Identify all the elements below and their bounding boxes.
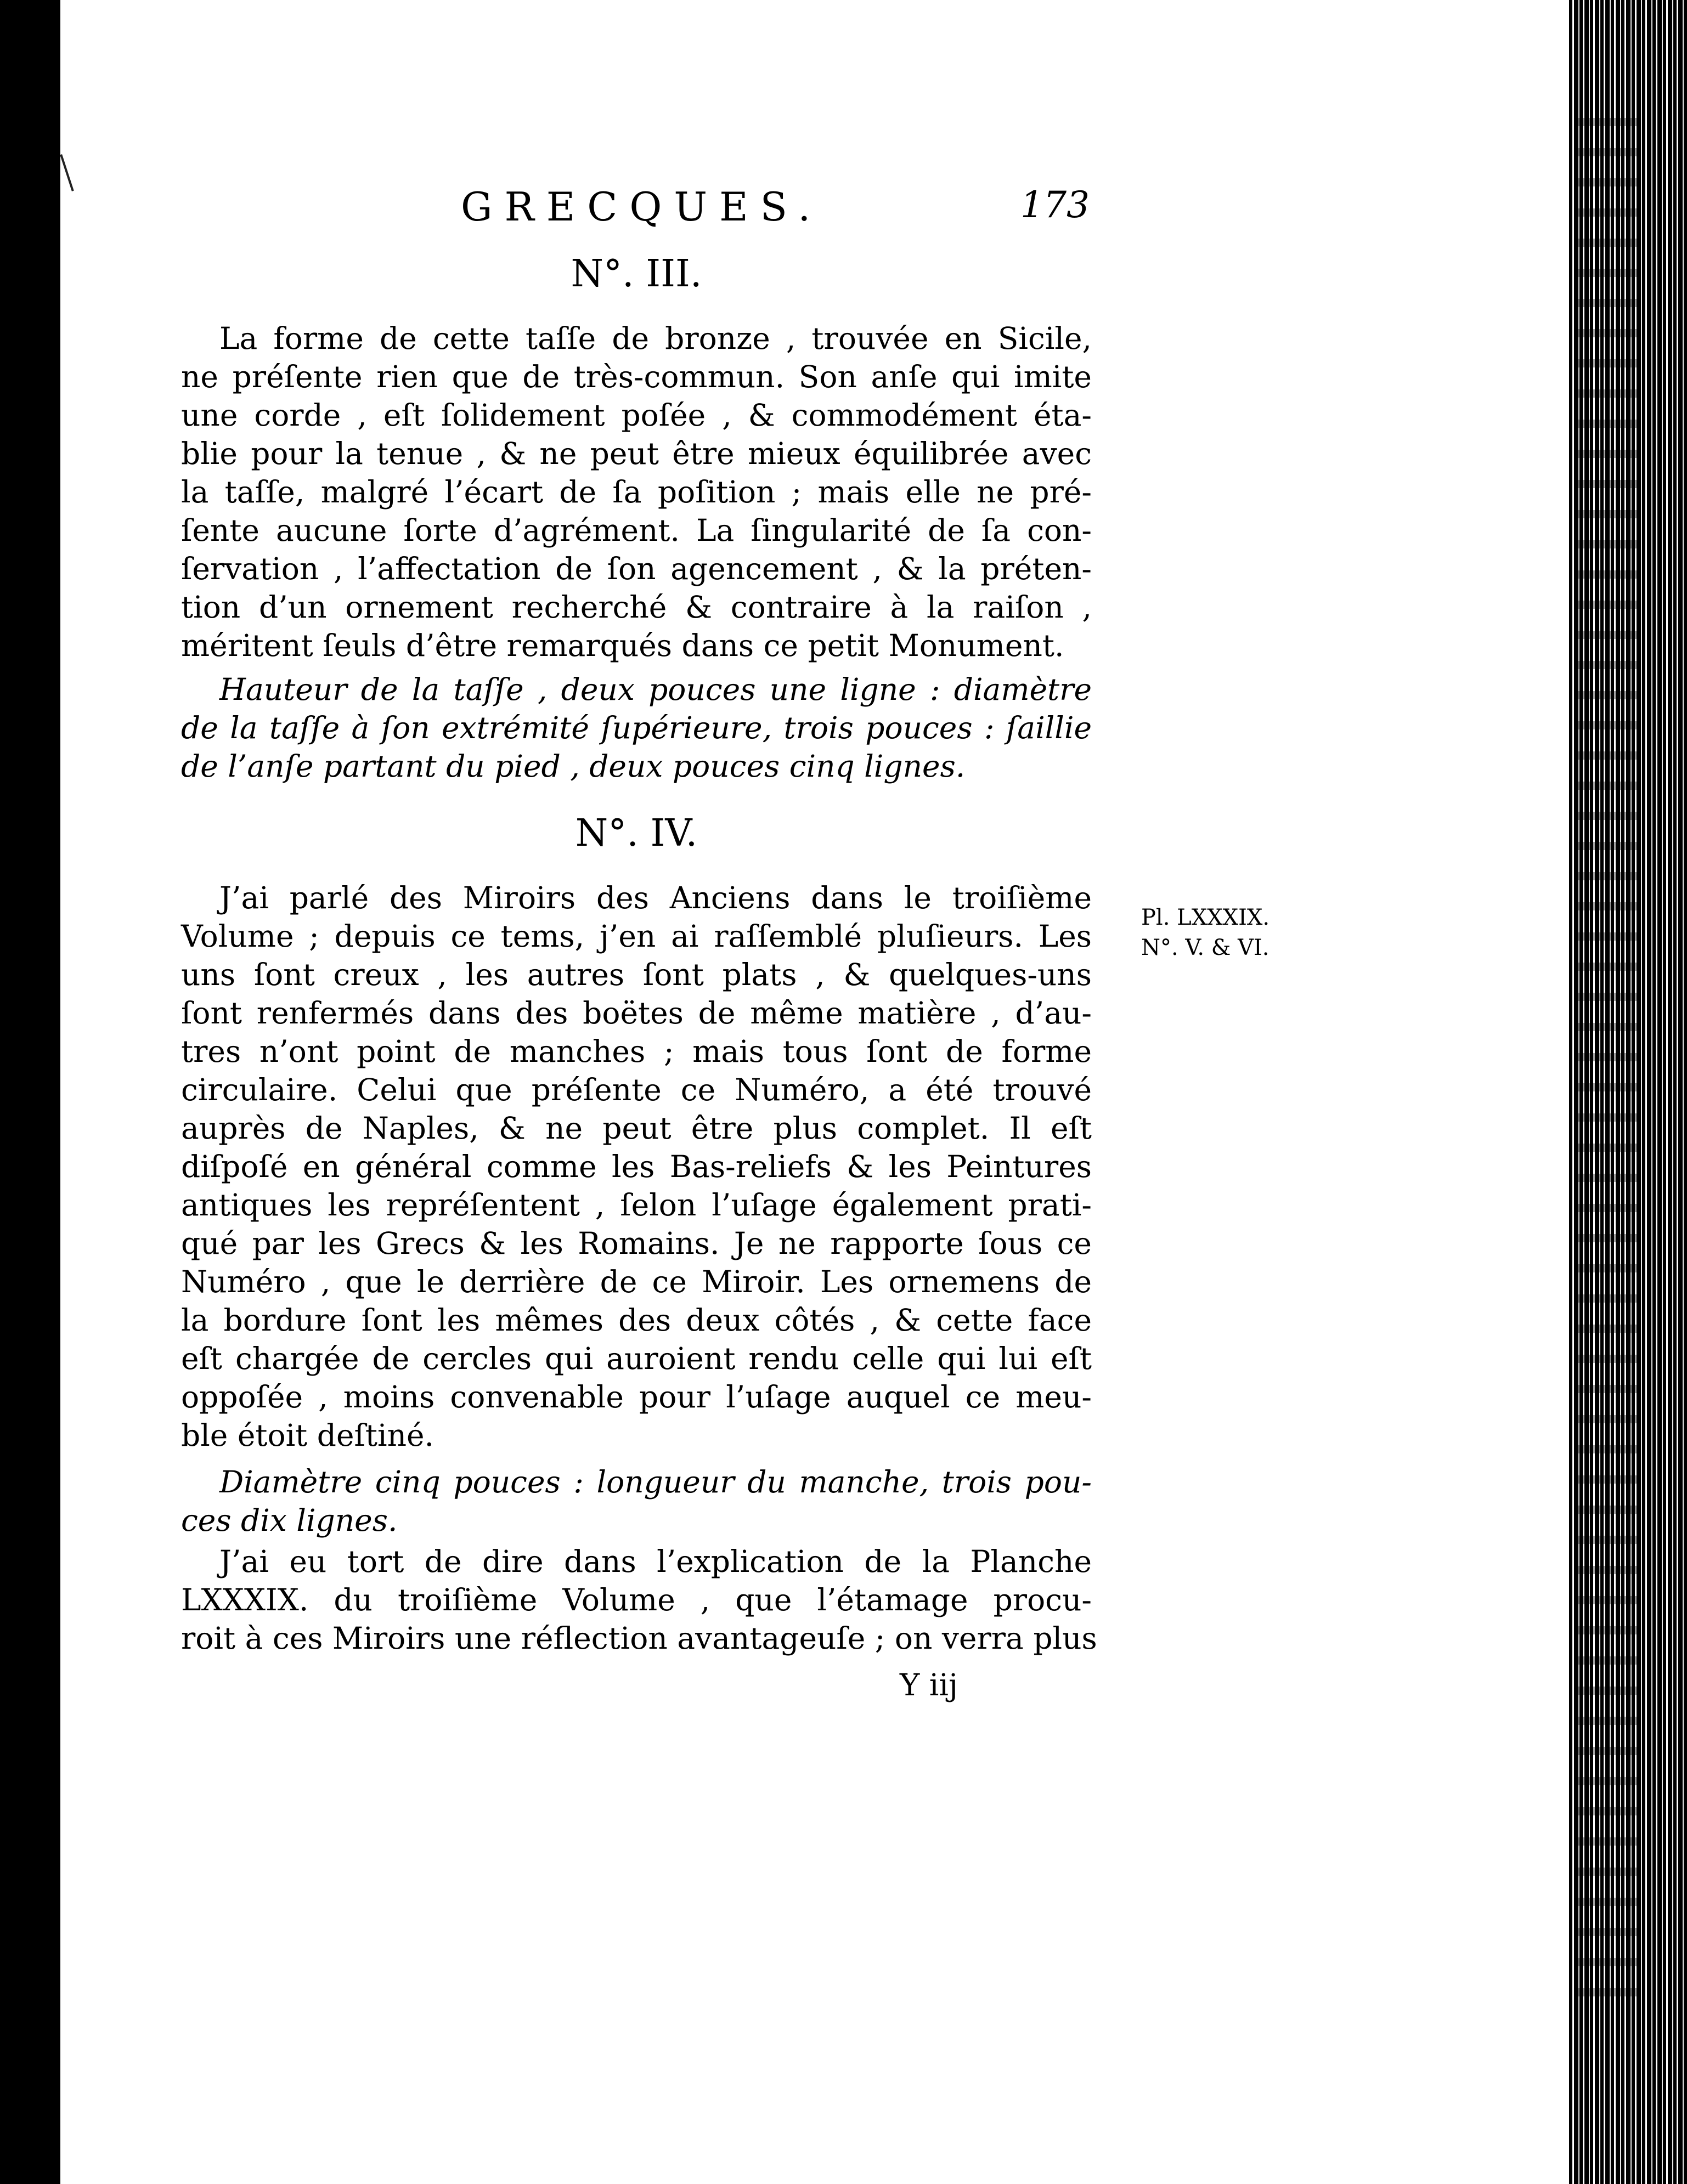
paragraph-line: ſervation , l’affectation de ſon agencement , & la préten- — [181, 551, 1092, 586]
page-number: 173 — [1020, 184, 1090, 226]
dimension-line: Diamètre cinq pouces : longueur du manche, trois pou- — [219, 1464, 1092, 1500]
paragraph-line: tres n’ont point de manches ; mais tous ſont de forme — [181, 1034, 1092, 1069]
paragraph-line: la taſſe, malgré l’écart de ſa poſition ; mais elle ne pré- — [181, 474, 1092, 510]
paragraph-line: uns ſont creux , les autres ſont plats , & quelques-uns — [181, 957, 1092, 992]
paragraph-line: ſont renfermés dans des boëtes de même matière , d’au- — [181, 995, 1092, 1031]
paragraph-line: circulaire. Celui que préſente ce Numéro, a été trouvé — [181, 1072, 1092, 1107]
paragraph-line: la bordure ſont les mêmes des deux côtés , & cette face — [181, 1303, 1092, 1338]
margin-note-plate: Pl. LXXXIX. — [1141, 905, 1270, 930]
margin-note-numbers: N°. V. & VI. — [1141, 935, 1270, 960]
paragraph-line: Volume ; depuis ce tems, j’en ai raſſemblé pluſieurs. Les — [181, 919, 1092, 954]
section-heading-iii: N°. III. — [571, 252, 702, 296]
paragraph-line: J’ai eu tort de dire dans l’explication de la Planche — [219, 1544, 1092, 1579]
paragraph-line: eſt chargée de cercles qui auroient rendu celle qui lui eſt — [181, 1341, 1092, 1376]
paragraph-line: une corde , eſt ſolidement poſée , & commodément éta- — [181, 398, 1092, 433]
dimension-line: ces dix lignes. — [181, 1503, 398, 1538]
paragraph-line: antiques les repréſentent , ſelon l’uſage également prati- — [181, 1187, 1092, 1223]
paragraph-line: oppoſée , moins convenable pour l’uſage auquel ce meu- — [181, 1379, 1092, 1414]
paragraph-line: qué par les Grecs & les Romains. Je ne rapporte ſous ce — [181, 1226, 1092, 1261]
paragraph-line: diſpoſé en général comme les Bas-reliefs & les Peintures — [181, 1149, 1092, 1184]
section-heading-iv: N°. IV. — [575, 812, 698, 855]
paragraph-line: méritent ſeuls d’être remarqués dans ce petit Monument. — [181, 628, 1064, 663]
signature-mark: Y iij — [900, 1667, 958, 1702]
paragraph-line: J’ai parlé des Miroirs des Anciens dans le troiſième — [219, 880, 1092, 915]
running-title: GRECQUES. — [461, 184, 823, 230]
paragraph-line: tion d’un ornement recherché & contraire à la raiſon , — [181, 590, 1092, 625]
paragraph-line: roit à ces Miroirs une réflection avantageuſe ; on verra plus — [181, 1621, 1097, 1656]
paragraph-line: ſente aucune ſorte d’agrément. La ſingularité de ſa con- — [181, 513, 1092, 548]
dimension-line: de la taſſe à ſon extrémité ſupérieure, trois pouces : ſaillie — [181, 710, 1092, 745]
dimension-line: de l’anſe partant du pied , deux pouces cinq lignes. — [181, 749, 966, 784]
page-edge-shadow — [1575, 99, 1640, 2018]
paragraph-line: blie pour la tenue , & ne peut être mieux équilibrée avec — [181, 436, 1092, 471]
paragraph-line: LXXXIX. du troiſième Volume , que l’étamage procu- — [181, 1582, 1092, 1617]
paragraph-line: auprès de Naples, & ne peut être plus complet. Il eſt — [181, 1111, 1092, 1146]
paragraph-line: ne préſente rien que de très-commun. Son anſe qui imite — [181, 359, 1092, 394]
paragraph-line: La forme de cette taſſe de bronze , trouvée en Sicile, — [219, 321, 1092, 356]
dimension-line: Hauteur de la taſſe , deux pouces une ligne : diamètre — [219, 672, 1092, 707]
paragraph-line: ble étoit deſtiné. — [181, 1418, 435, 1453]
paragraph-line: Numéro , que le derrière de ce Miroir. Les ornemens de — [181, 1264, 1092, 1299]
